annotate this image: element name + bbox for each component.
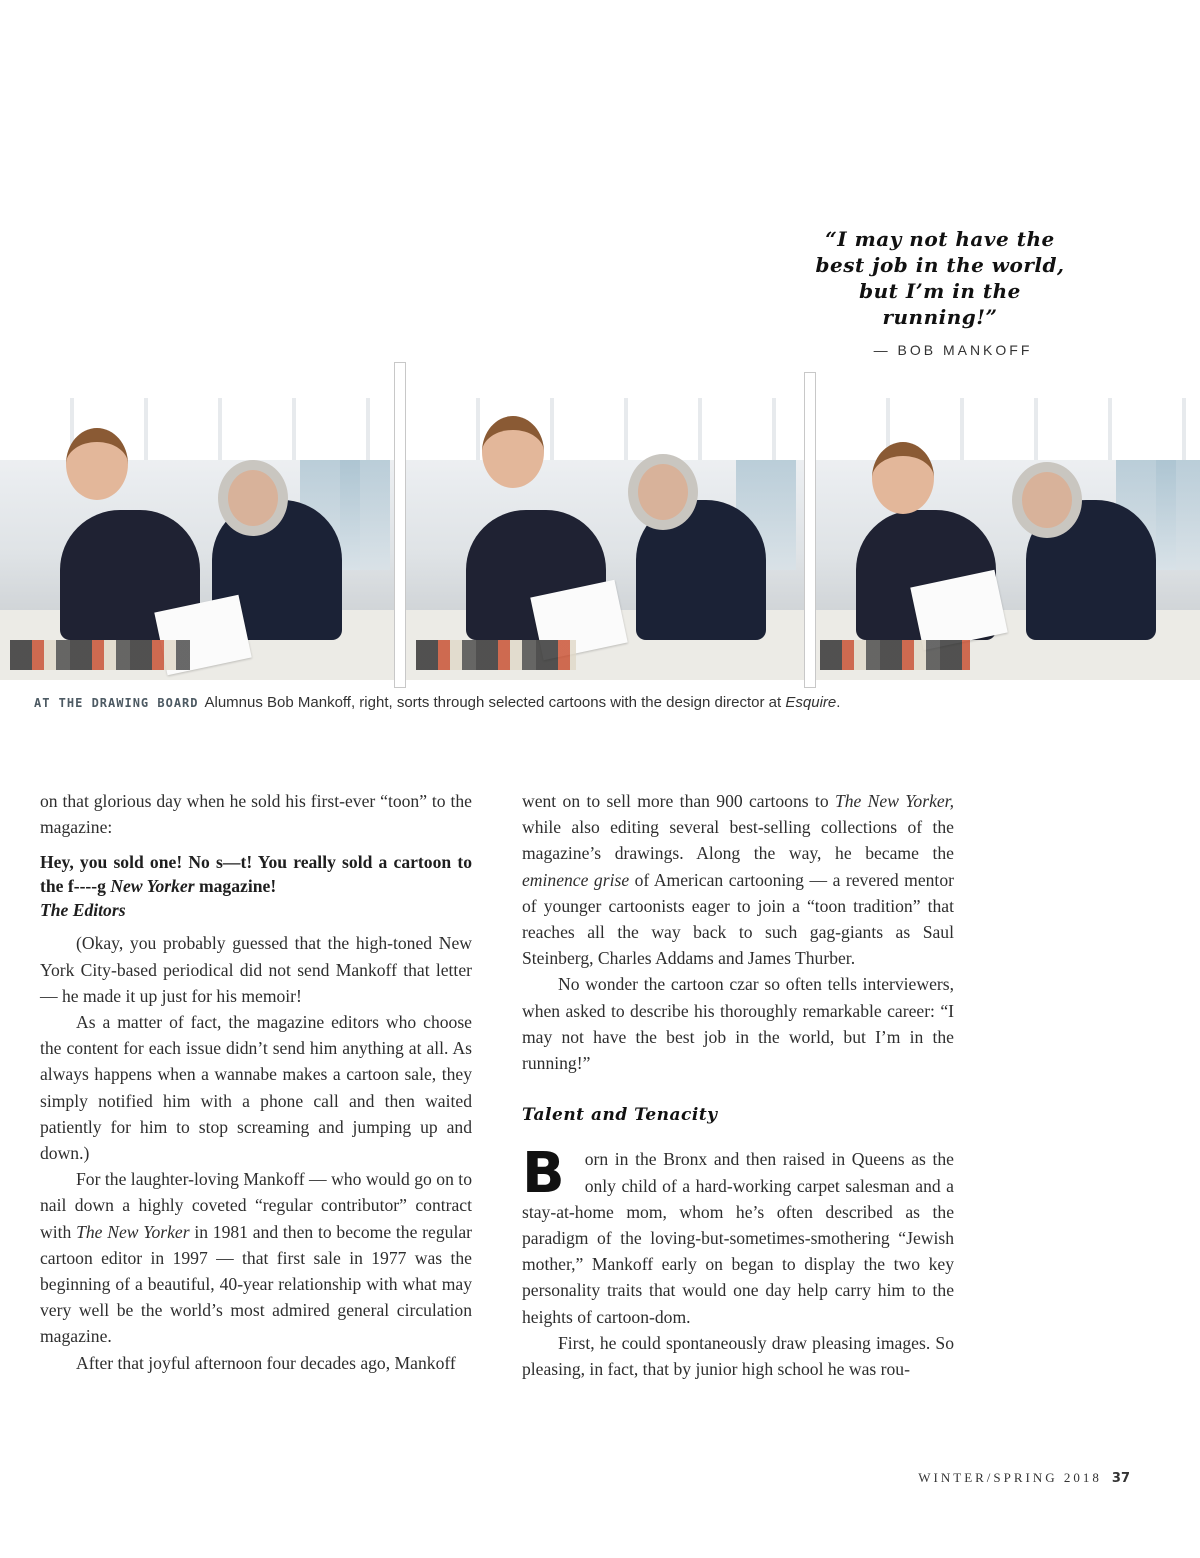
letter-signature: The Editors	[40, 900, 126, 921]
paragraph: B orn in the Bronx and then raised in Queens as the only child of a hard-working carpet salesman and a stay-at-home mom, whom he’s often described as the paradigm of the loving-but-sometimes-smothering “Jewish mother,” Mankoff early on began to display the two key personality traits that would one day help carry him to the heights of cartoon-dom.	[522, 1141, 954, 1327]
section-heading: Talent and Tenacity	[522, 1105, 718, 1126]
paragraph: For the laughter-loving Mankoff — who would go on to nail down a highly coveted “regular contributor” contract with The New Yorker in 1981 and then to become the regular cartoon editor in 1997 — that first sale in 1977 was the beginning of a beautiful, 40-year relationship with what may very well be the world’s most admired general circulation magazine.	[40, 1169, 472, 1347]
body-column-right	[522, 788, 954, 1382]
page-number: 37	[1111, 1471, 1130, 1486]
paragraph: (Okay, you probably guessed that the high-toned New York City-based periodical did not send Mankoff that letter — he made it up just for his memoir!	[40, 933, 472, 1006]
paragraph: on that glorious day when he sold his first-ever “toon” to the magazine:	[40, 791, 472, 838]
photo-caption	[34, 694, 840, 712]
quoted-letter: Hey, you sold one! No s—t! You really sold a cartoon to the f----g New Yorker magazine! The Editors	[40, 852, 472, 921]
drop-cap: B	[522, 1141, 565, 1207]
photo-3	[816, 398, 1200, 680]
photo-2	[406, 398, 804, 680]
photo-strip	[0, 398, 1200, 680]
paragraph: No wonder the cartoon czar so often tells interviewers, when asked to describe his thoroughly remarkable career: “I may not have the best job in the world, but I’m in the running!”	[522, 974, 954, 1074]
issue-label: WINTER/SPRING 2018	[918, 1470, 1102, 1485]
pull-quote-attribution: — BOB MANKOFF	[873, 342, 1033, 358]
caption-text: Alumnus Bob Mankoff, right, sorts through selected cartoons with the design director at Esquire.	[204, 694, 841, 711]
paragraph: First, he could spontaneously draw pleasing images. So pleasing, in fact, that by junior high school he was rou-	[522, 1332, 954, 1380]
page-footer	[918, 1470, 1130, 1486]
photo-1	[0, 398, 394, 680]
photo-divider	[804, 372, 816, 688]
pull-quote	[800, 226, 1080, 358]
paragraph: went on to sell more than 900 cartoons to The New Yorker, while also editing several best-selling collections of the magazine’s drawings. Along the way, he became the eminence grise of American cartooning — a revered mentor of younger cartoonists eager to join a “toon tradition” that reaches all the way back to such gag-giants as Saul Steinberg, Charles Addams and James Thurber.	[522, 791, 954, 969]
body-column-left	[40, 788, 472, 1376]
paragraph: As a matter of fact, the magazine editors who choose the content for each issue didn’t send him anything at all. As always happens when a wannabe makes a cartoon sale, they simply notified him with a phone call and then waited patiently for him to stop screaming and jumping up and down.)	[40, 1012, 472, 1164]
paragraph: After that joyful afternoon four decades ago, Mankoff	[76, 1352, 456, 1373]
photo-divider	[394, 362, 406, 688]
pull-quote-text: “I may not have the best job in the world, but I’m in the running!”	[815, 227, 1065, 329]
caption-label: AT THE DRAWING BOARD	[34, 696, 199, 710]
